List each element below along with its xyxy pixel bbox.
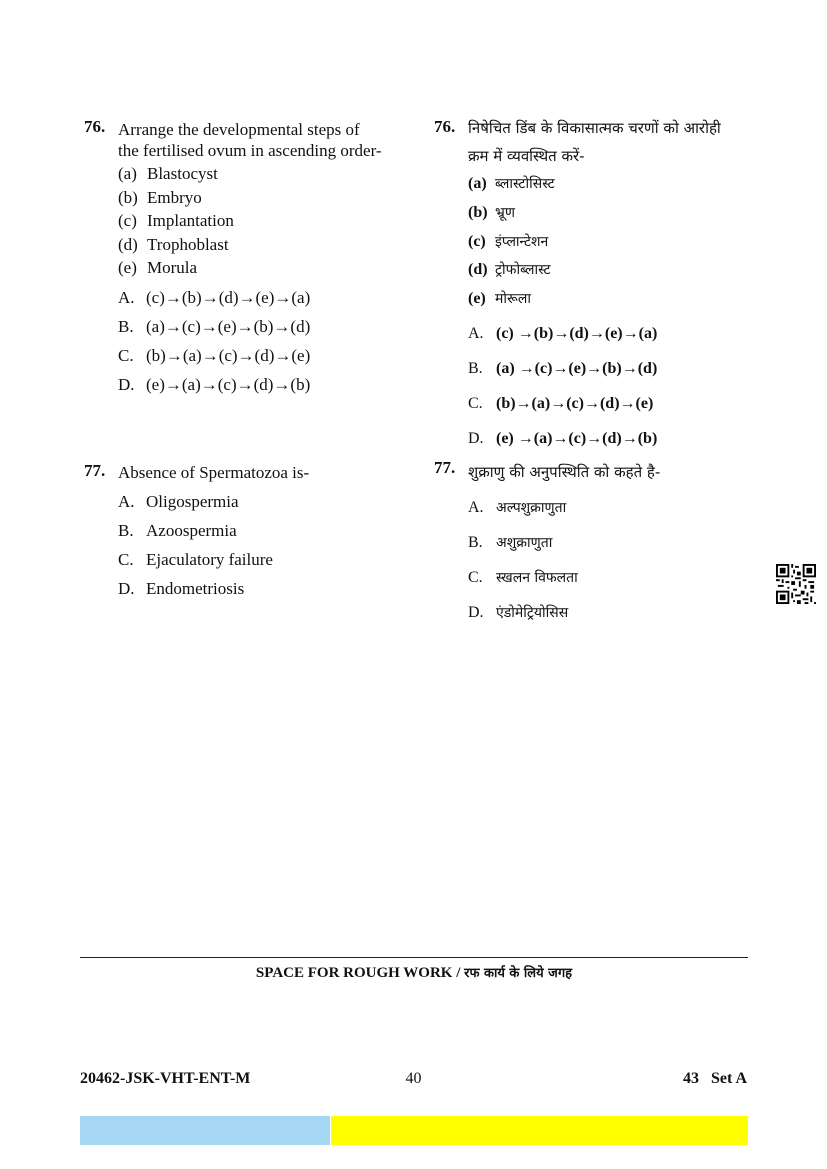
list-item: (e) Morula [118,258,198,277]
option-c: C. (b)→(a)→(c)→(d)→(e) [118,345,311,365]
question-76-english [84,117,414,399]
list-item: (c) इंप्लान्टेशन [468,232,549,250]
option-list [468,490,764,630]
page-number: 40 [405,1070,422,1087]
option-b: B. (a)→(c)→(e)→(b)→(d) [118,316,311,336]
question-77-hindi [434,458,764,630]
list-item: (b) भ्रूण [468,203,515,221]
option-b: B. (a) →(c)→(e)→(b)→(d) [468,359,658,377]
list-item: (b) Embryo [118,187,202,207]
question-number: 77. [434,458,456,477]
option-a: A. (c)→(b)→(d)→(e)→(a) [118,287,311,307]
list-item: (a) Blastocyst [118,164,218,183]
option-c: C. Ejaculatory failure [118,550,273,569]
option-a: A. Oligospermia [118,492,239,511]
option-a: A. (c) →(b)→(d)→(e)→(a) [468,324,658,342]
statement-list [468,170,764,314]
question-text: निषेचित डिंब के विकासात्मक चरणों को आरोही क्रम में व्यवस्थित करें- [468,119,721,165]
question-number: 76. [434,117,456,136]
option-b: B. अशुक्राणुता [468,534,553,551]
option-list [118,487,414,603]
list-item: (c) Implantation [118,211,234,230]
option-d: D. Endometriosis [118,579,245,598]
option-a: A. अल्पशुक्राणुता [468,499,567,516]
list-item: (e) मोरूला [468,290,531,308]
paper-code: 20462-JSK-VHT-ENT-M [80,1070,251,1087]
question-text: Absence of Spermatozoa is- [118,463,310,482]
option-c: C. (b)→(a)→(c)→(d)→(e) [468,394,654,412]
question-text: Arrange the developmental steps of the fertilised ovum in ascending order- [118,120,382,160]
list-item: (a) ब्लास्टोसिस्ट [468,175,555,192]
list-item: (d) ट्रोफोब्लास्ट [468,261,551,279]
option-b: B. Azoospermia [118,521,237,540]
list-item: (d) Trophoblast [118,234,229,254]
qr-code-icon [776,564,816,604]
question-text: शुक्राणु की अनुपस्थिति को कहते है- [468,463,661,481]
option-d: D. एंडोमेट्रियोसिस [468,604,569,621]
rough-work-heading: SPACE FOR ROUGH WORK / रफ कार्य के लिये जगह [255,965,573,981]
question-number: 76. [84,117,106,136]
color-bar-blue [80,1116,330,1145]
option-list [118,283,414,399]
option-d: D. (e)→(a)→(c)→(d)→(b) [118,374,311,394]
question-77-english [84,461,414,603]
option-list [468,316,764,456]
color-bar-yellow [331,1116,748,1145]
question-number: 77. [84,461,106,480]
question-76-hindi [434,117,764,456]
option-d: D. (e) →(a)→(c)→(d)→(b) [468,429,658,447]
option-c: C. स्खलन विफलता [468,569,578,586]
divider [80,957,748,958]
statement-list [118,162,414,280]
set-label: 43 Set A [683,1070,747,1087]
